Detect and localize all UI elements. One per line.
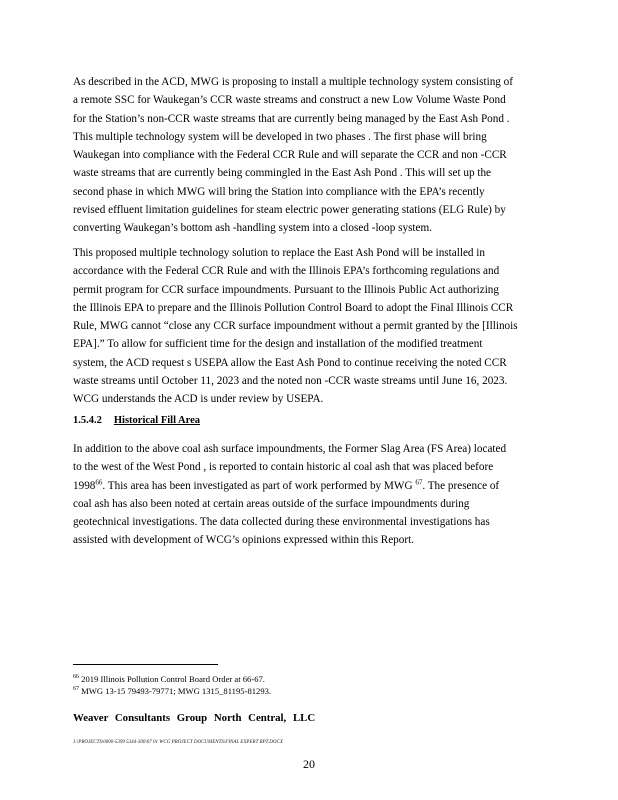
section-number: 1.5.4.2 [73, 415, 102, 426]
text-line: This proposed multiple technology solution to replace the East Ash Pond will be installed in [73, 247, 486, 259]
text-line: the Illinois EPA to prepare and the Illinois Pollution Control Board to adopt the Final Illinois CCR [73, 301, 514, 314]
company-name: Weaver Consultants Group North Central, LLC [73, 712, 316, 724]
text-line: This multiple technology system will be developed in two phases . The first phase will bring [73, 130, 487, 143]
text-line: to the west of the West Pond , is reported to contain historic al coal ash that was placed before [73, 461, 494, 474]
text-line: waste streams that are currently being commingled in the East Ash Pond . This will set up the [73, 167, 492, 180]
text-line: permit program for CCR surface impoundments. Pursuant to the Illinois Public Act authorizing [73, 283, 499, 296]
text-line: Rule, MWG cannot “close any CCR surface impoundment without a permit granted by the [Illinois [73, 320, 518, 333]
footnote-66 [73, 674, 271, 686]
footnotes [73, 674, 271, 697]
text-line: Waukegan into compliance with the Federal CCR Rule and will separate the CCR and non -CCR [73, 149, 507, 162]
paragraph-acd-proposal [73, 73, 551, 238]
text-line: assisted with development of WCG’s opinions expressed within this Report. [73, 534, 414, 547]
text-line: second phase in which MWG will bring the Station into compliance with the EPA’s recently [73, 185, 485, 198]
text-line-with-footnotes [73, 477, 551, 495]
text-line: converting Waukegan’s bottom ash -handling system into a closed -loop system. [73, 222, 433, 235]
footnote-separator [73, 664, 218, 665]
text-fragment: 1998 [73, 479, 96, 492]
text-line: revised effluent limitation guidelines for steam electric power generating stations (ELG Rule) by [73, 204, 506, 217]
section-heading [73, 415, 200, 426]
text-line: accordance with the Federal CCR Rule and with the Illinois EPA’s forthcoming regulations and [73, 265, 500, 278]
section-title: Historical Fill Area [113, 415, 200, 426]
text-line: for the Station’s non-CCR waste streams that are currently being managed by the East Ash Pond . [73, 112, 510, 125]
footnote-67 [73, 686, 271, 698]
text-line: As described in the ACD, MWG is proposing to install a multiple technology system consisting of [73, 76, 513, 88]
file-path: J:\PROJECTS\0000-5399 5344-300\07 01 WCG PROJECT DOCUMENTS\FINAL EXPERT RPT.DOCX [73, 740, 283, 745]
text-line: a remote SSC for Waukegan’s CCR waste streams and construct a new Low Volume Waste Pond [73, 94, 506, 107]
footnote-ref-66[interactable]: 66 [95, 477, 103, 486]
footnote-text: 2019 Illinois Pollution Control Board Order at 66-67. [79, 674, 265, 684]
footnote-text: MWG 13-15 79493-79771; MWG 1315_81195-81293. [79, 685, 272, 696]
text-line: system, the ACD request s USEPA allow the East Ash Pond to continue receiving the noted CCR [73, 356, 507, 369]
text-line: coal ash has also been noted at certain areas outside of the surface impoundments during [73, 497, 470, 510]
text-fragment: . The presence of [422, 479, 500, 492]
text-line: geotechnical investigations. The data collected during these environmental investigations has [73, 516, 490, 529]
text-line: EPA].” To allow for sufficient time for the design and installation of the modified treatment [73, 338, 483, 351]
paragraph-historical-fill-area [73, 440, 551, 550]
text-fragment: . This area has been investigated as part of work performed by MWG [102, 479, 416, 492]
text-line: WCG understands the ACD is under review by USEPA. [73, 393, 324, 406]
footnote-number: 66 [73, 674, 79, 681]
footnote-ref-67[interactable]: 67 [415, 477, 423, 486]
text-line: waste streams until October 11, 2023 and the noted non -CCR waste streams until June 16, 2023. [73, 375, 508, 388]
footnote-number: 67 [73, 685, 79, 692]
paragraph-multiple-technology-solution [73, 244, 551, 409]
page-number: 20 [303, 757, 315, 771]
text-line: In addition to the above coal ash surface impoundments, the Former Slag Area (FS Area) located [73, 443, 507, 455]
